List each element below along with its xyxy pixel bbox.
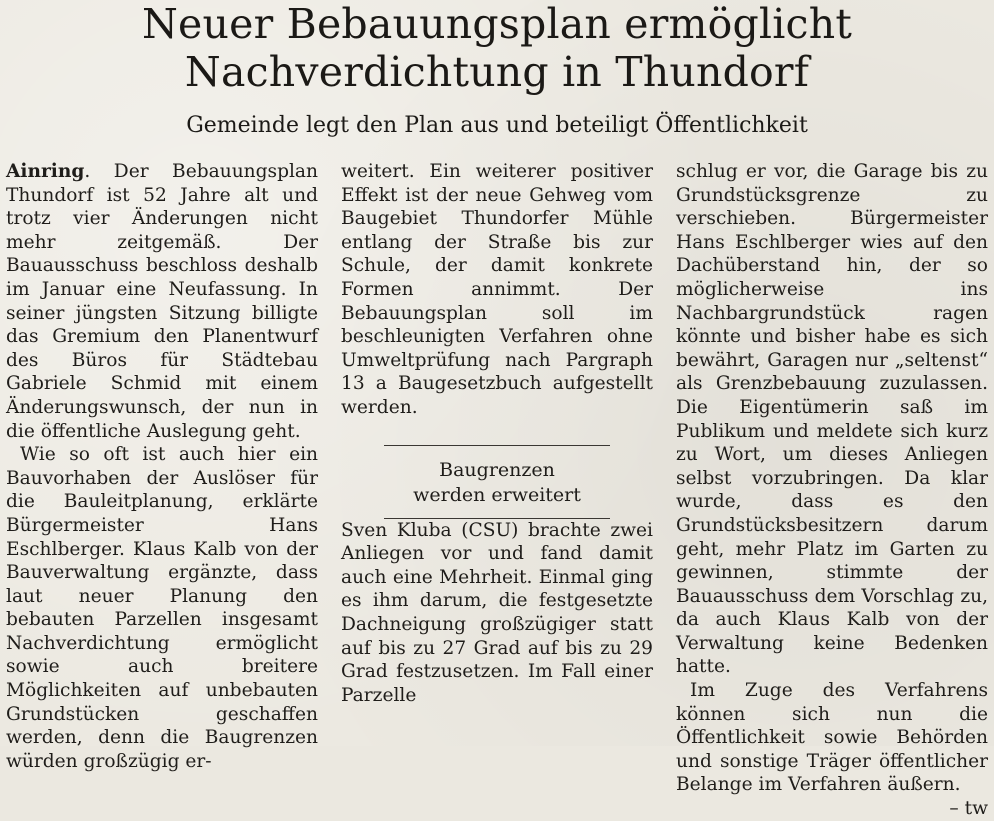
paragraph: Wie so oft ist auch hier ein Bauvorhaben der Auslöser für die Bauleitplanung, erklärte Bürgermeister Hans Eschlberger. Klaus Kalb von der Bauverwaltung ergänzte, dass laut neuer Planung den bebauten Parzellen insgesamt Nachverdichtung ermöglicht sowie auch breitere Möglichkeiten auf unbebauten Grundstücken geschaffen werden, denn die Baugrenzen würden großzügig er- xyxy=(6,444,318,772)
author-sign: – tw xyxy=(949,798,988,820)
intertitle-line-2: werden erweitert xyxy=(413,483,581,506)
intertitle-box xyxy=(341,445,653,519)
paragraph: weitert. Ein weiterer positiver Effekt ist der neue Gehweg vom Baugebiet Thundorfer Mühle entlang der Straße bis zur Schule, der damit konkrete Formen annimmt. Der Bebauungsplan soll im beschleunigten Verfahren ohne Umweltprüfung nach Pargraph 13 a Baugesetzbuch aufgestellt werden. xyxy=(341,161,653,418)
column-1 xyxy=(6,160,318,773)
paragraph-text: Im Zuge des Verfahrens können sich nun die Öffentlichkeit sowie Behörden und sonstige Träger öffentlicher Belange im Verfahren äußern. xyxy=(676,680,988,796)
paragraph: schlug er vor, die Garage bis zu Grundstücksgrenze zu verschieben. Bürgermeister Hans Eschlberger wies auf den Dachüberstand hin, der so möglicherweise ins Nachbargrundstück ragen könnte und bisher habe es sich bewährt, Garagen nur „seltenst“ als Grenzbebauung zuzulassen. Die Eigentümerin saß im Publikum und meldete sich kurz zu Wort, um dieses Anliegen selbst vorzubringen. Da klar wurde, dass es den Grundstücksbesitzern darum geht, mehr Platz im Garten zu gewinnen, stimmte der Bauausschuss dem Vorschlag zu, da auch Klaus Kalb von der Verwaltung keine Bedenken hatte. xyxy=(676,161,988,678)
rule-top xyxy=(384,445,610,446)
column-3 xyxy=(676,160,988,821)
paragraph: Sven Kluba (CSU) brachte zwei Anliegen vor und fand damit auch eine Mehrheit. Einmal ging es ihm darum, die festgesetzte Dachneigung großzügiger statt auf bis zu 27 Grad auf bis zu 29 Grad festzusetzen. Im Fall einer Parzelle xyxy=(341,519,653,706)
paragraph xyxy=(676,679,988,820)
paragraph xyxy=(6,160,318,443)
headline-line-1: Neuer Bebauungsplan ermöglicht xyxy=(141,0,852,48)
subheadline: Gemeinde legt den Plan aus und beteiligt Öffentlichkeit xyxy=(186,113,808,138)
intertitle xyxy=(341,458,653,508)
intertitle-line-1: Baugrenzen xyxy=(439,458,555,481)
column-2 xyxy=(341,160,653,707)
dateline: Ainring xyxy=(6,161,85,182)
headline xyxy=(0,0,994,96)
headline-line-2: Nachverdichtung in Thundorf xyxy=(184,48,810,96)
paragraph-text: . Der Bebauungsplan Thundorf ist 52 Jahre alt und trotz vier Änderungen nicht mehr zeitgemäß. Der Bauausschuss beschloss deshalb im Januar eine Neufassung. In seiner jüngsten Sitzung billigte das Gremium den Planentwurf des Büros für Städtebau Gabriele Schmid mit einem Änderungswunsch, der nun in die öffentliche Auslegung geht. xyxy=(6,161,318,442)
